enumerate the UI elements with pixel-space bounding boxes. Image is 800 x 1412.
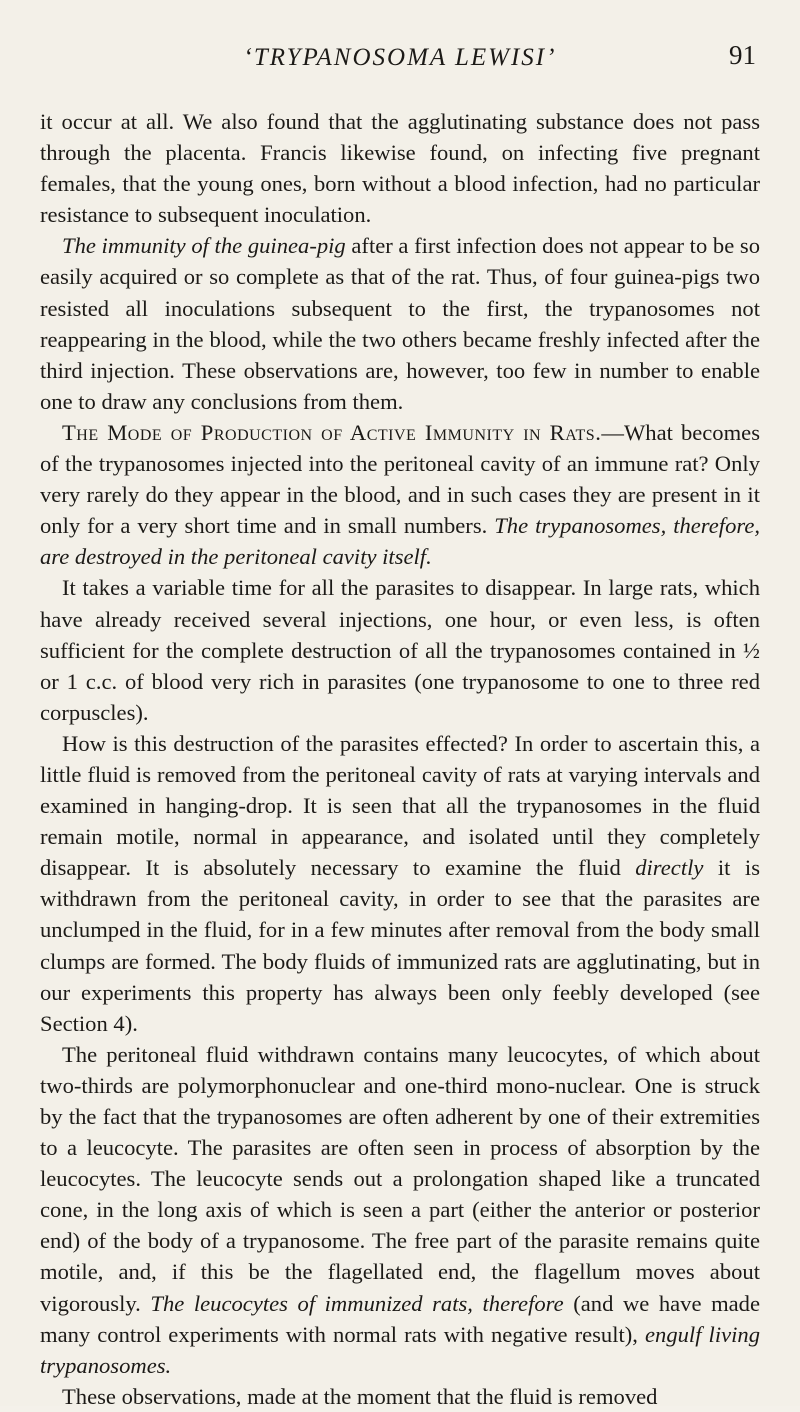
text-run: after a first infection does not appear to be so easily acquired or so complete as that of the rat. Thus, of four guinea-pigs two resisted all inoculations subsequent to the first, the trypanosomes not reappearing in the blood, while the two others became freshly infected after the third injection. These observations are, however, too few in number to enable one to draw any conclusions from them. <box>40 233 760 414</box>
text-run: The peritoneal fluid withdrawn contains many leucocytes, of which about two-thirds are polymorphonuclear and one-third mono-nuclear. One is struck by the fact that the trypanosomes are often adherent by one of their extremities to a leucocyte. The parasites are often seen in process of absorption by the leucocytes. The leucocyte sends out a prolongation shaped like a truncated cone, in the long axis of which is seen a part (either the anterior or posterior end) of the body of a trypanosome. The free part of the parasite remains quite motile, and, if this be the flagellated end, the flagellum moves about vigorously. <box>40 1041 760 1316</box>
paragraph <box>40 106 760 230</box>
paragraph <box>40 230 760 417</box>
italic-text: The leucocytes of immunized rats, therefore <box>150 1290 564 1316</box>
text-run: it is withdrawn from the peritoneal cavity, in order to see that the parasites are unclumped in the fluid, for in a few minutes after removal from the body small clumps are formed. The body fluids of immunized rats are agglutinating, but in our experiments this property has always been only feebly developed (see Section 4). <box>40 855 760 1036</box>
running-head <box>40 40 760 84</box>
text-run: It takes a variable time for all the parasites to disappear. In large rats, which have already received several injections, one hour, or even less, is often sufficient for the complete destruction of all the trypanosomes contained in ½ or 1 c.c. of blood very rich in parasites (one trypanosome to one to three red corpuscles). <box>40 575 760 725</box>
text-run: These observations, made at the moment that the fluid is removed <box>62 1383 658 1409</box>
text-run: —What becomes of the trypanosomes injected into the peritoneal cavity of an immune rat? Only very rarely do they appear in the blood, and in such cases they are present in it only for a very short time and in small numbers. <box>40 419 760 539</box>
paragraph <box>40 1039 760 1381</box>
italic-text: engulf living trypanosomes. <box>40 1321 761 1378</box>
text-run: How is this destruction of the parasites effected? In order to ascertain this, a little fluid is removed from the peritoneal cavity of rats at varying intervals and examined in hanging-drop. It is seen that all the trypanosomes in the fluid remain motile, normal in appearance, and isolated until they completely disappear. It is absolutely necessary to examine the fluid <box>40 730 760 881</box>
text-run: it occur at all. We also found that the agglutinating substance does not pass through the placenta. Francis likewise found, on infecting five pregnant females, that the young ones, born without a blood infection, had no particular resistance to subsequent inoculation. <box>40 109 760 228</box>
paragraph <box>40 728 760 1039</box>
paragraph <box>40 1381 760 1412</box>
body-text <box>40 106 760 1412</box>
text-run: (and we have made many control experiments with normal rats with negative result), <box>40 1290 760 1347</box>
italic-text: directly <box>635 855 704 881</box>
running-title: ‘TRYPANOSOMA LEWISI’ <box>243 44 557 71</box>
paragraph <box>40 572 760 727</box>
paragraph <box>40 417 760 572</box>
italic-text: The immunity of the guinea-pig <box>62 233 346 259</box>
page-number: 91 <box>729 40 756 70</box>
italic-text: The trypanosomes, therefore, are destroyed in the peritoneal cavity itself. <box>40 513 760 570</box>
section-heading: The Mode of Production of Active Immunity in Rats. <box>62 419 602 445</box>
